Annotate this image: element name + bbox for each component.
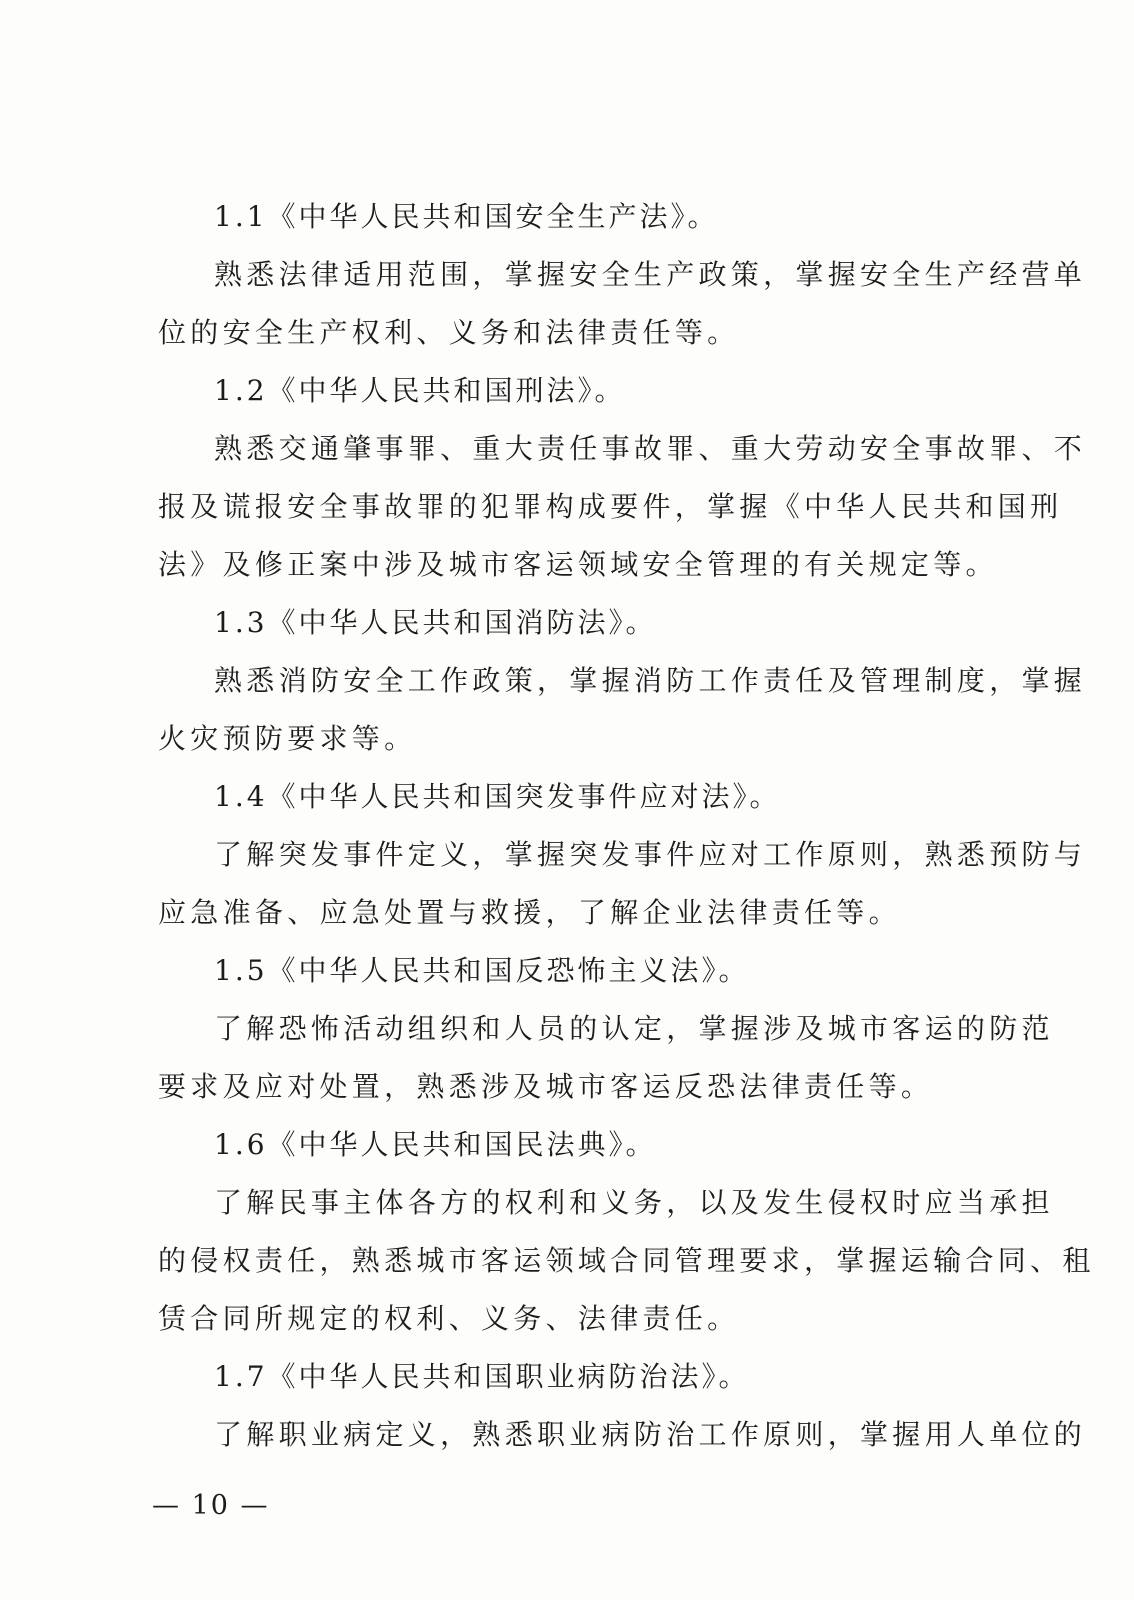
paragraph-line: 火灾预防要求等。 [158, 722, 417, 755]
paragraph-line: 了解民事主体各方的权利和义务，以及发生侵权时应当承担 [214, 1186, 1054, 1219]
section-heading-1-4: 1.4《中华人民共和国突发事件应对法》。 [214, 780, 781, 813]
paragraph-line: 熟悉消防安全工作政策，掌握消防工作责任及管理制度，掌握 [214, 664, 1087, 697]
section-heading-1-3: 1.3《中华人民共和国消防法》。 [214, 606, 657, 639]
section-heading-1-1: 1.1《中华人民共和国安全生产法》。 [214, 200, 719, 233]
section-heading-1-7: 1.7《中华人民共和国职业病防治法》。 [214, 1360, 750, 1393]
paragraph-line: 熟悉法律适用范围，掌握安全生产政策，掌握安全生产经营单 [214, 258, 1087, 291]
section-heading-1-5: 1.5《中华人民共和国反恐怖主义法》。 [214, 954, 750, 987]
paragraph-line: 了解职业病定义，熟悉职业病防治工作原则，掌握用人单位的 [214, 1418, 1087, 1451]
page-number: — 10 — [152, 1490, 270, 1521]
paragraph-line: 应急准备、应急处置与救援，了解企业法律责任等。 [158, 896, 901, 929]
paragraph-line: 法》及修正案中涉及城市客运领域安全管理的有关规定等。 [158, 548, 998, 581]
paragraph-line: 的侵权责任，熟悉城市客运领域合同管理要求，掌握运输合同、租 [158, 1244, 1095, 1277]
paragraph-line: 了解恐怖活动组织和人员的认定，掌握涉及城市客运的防范 [214, 1012, 1054, 1045]
document-body [158, 188, 1095, 1464]
paragraph-line: 位的安全生产权利、义务和法律责任等。 [158, 316, 740, 349]
paragraph-line: 要求及应对处置，熟悉涉及城市客运反恐法律责任等。 [158, 1070, 934, 1103]
paragraph-line: 了解突发事件定义，掌握突发事件应对工作原则，熟悉预防与 [214, 838, 1087, 871]
paragraph-line: 报及谎报安全事故罪的犯罪构成要件，掌握《中华人民共和国刑 [158, 490, 1063, 523]
section-heading-1-6: 1.6《中华人民共和国民法典》。 [214, 1128, 657, 1161]
section-heading-1-2: 1.2《中华人民共和国刑法》。 [214, 374, 626, 407]
paragraph-line: 赁合同所规定的权利、义务、法律责任。 [158, 1302, 740, 1335]
paragraph-line: 熟悉交通肇事罪、重大责任事故罪、重大劳动安全事故罪、不 [214, 432, 1087, 465]
